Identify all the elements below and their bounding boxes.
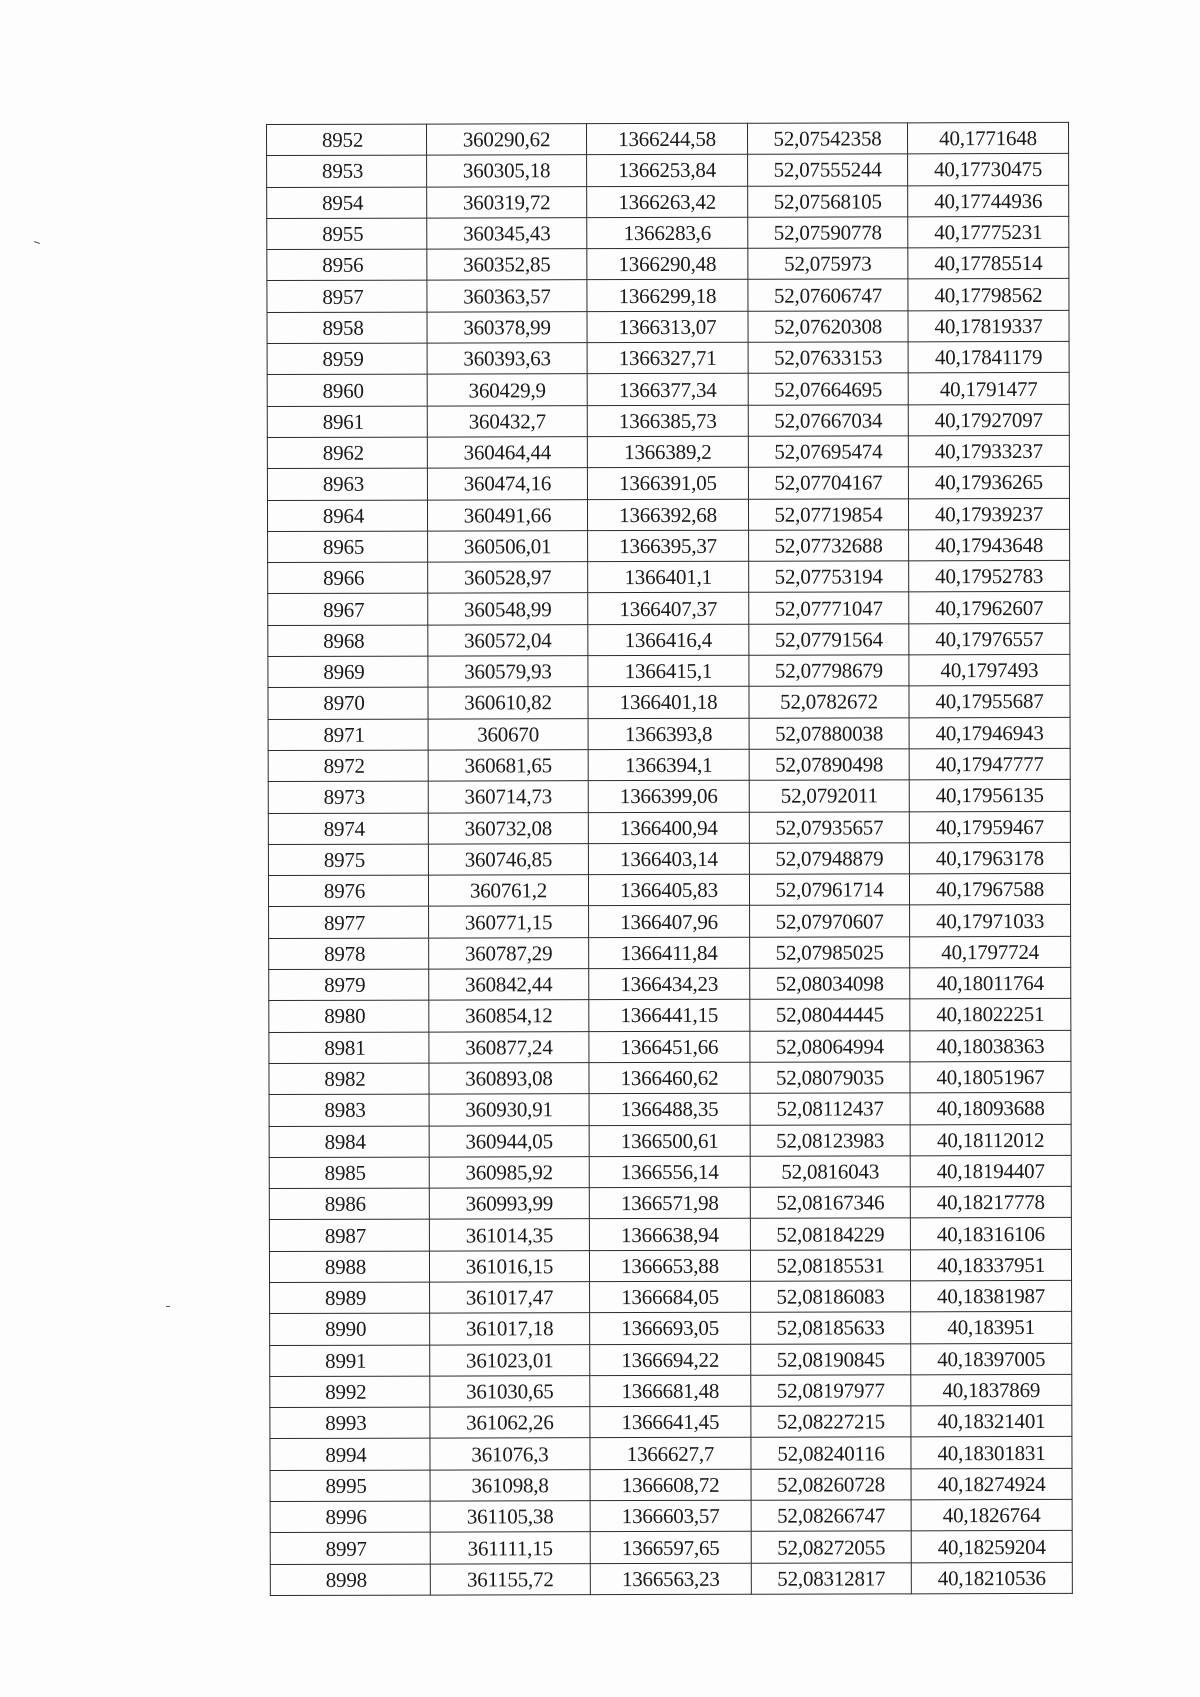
table-row	[268, 874, 1070, 907]
table-row	[267, 310, 1069, 343]
table-row	[267, 185, 1069, 218]
longitude-cell: 40,17939237	[908, 498, 1069, 530]
longitude-cell: 40,18301831	[911, 1437, 1072, 1469]
x-coordinate-cell: 360771,15	[429, 906, 589, 938]
longitude-cell: 40,1771648	[907, 122, 1068, 154]
x-coordinate-cell: 360572,04	[428, 624, 588, 656]
longitude-cell: 40,17971033	[910, 905, 1071, 937]
scan-speck-bottom	[166, 1306, 170, 1307]
point-number-cell: 8970	[268, 687, 428, 719]
point-number-cell: 8987	[269, 1219, 429, 1251]
point-number-cell: 8972	[268, 750, 428, 782]
x-coordinate-cell: 360842,44	[429, 969, 589, 1001]
y-coordinate-cell: 1366416,4	[588, 624, 749, 656]
y-coordinate-cell: 1366638,94	[589, 1219, 750, 1251]
table-row	[268, 529, 1070, 562]
y-coordinate-cell: 1366684,05	[590, 1281, 751, 1313]
y-coordinate-cell: 1366399,06	[588, 780, 749, 812]
y-coordinate-cell: 1366283,6	[587, 217, 748, 249]
y-coordinate-cell: 1366597,65	[590, 1532, 751, 1564]
longitude-cell: 40,17946943	[909, 717, 1070, 749]
y-coordinate-cell: 1366405,83	[588, 874, 749, 906]
latitude-cell: 52,07791564	[749, 624, 909, 656]
x-coordinate-cell: 361017,47	[430, 1282, 590, 1314]
x-coordinate-cell: 360345,43	[427, 218, 587, 250]
y-coordinate-cell: 1366571,98	[589, 1187, 750, 1219]
y-coordinate-cell: 1366385,73	[587, 405, 748, 437]
table-row	[267, 341, 1069, 374]
point-number-cell: 8962	[267, 437, 427, 469]
table-row	[270, 1531, 1072, 1564]
x-coordinate-cell: 361105,38	[430, 1501, 590, 1533]
table-row	[269, 1061, 1071, 1094]
latitude-cell: 52,08167346	[750, 1187, 910, 1219]
point-number-cell: 8958	[267, 312, 427, 344]
table-row	[267, 404, 1069, 437]
point-number-cell: 8992	[270, 1376, 430, 1408]
point-number-cell: 8955	[267, 218, 427, 250]
x-coordinate-cell: 360761,2	[428, 875, 588, 907]
y-coordinate-cell: 1366327,71	[587, 342, 748, 374]
longitude-cell: 40,17933237	[908, 435, 1069, 467]
latitude-cell: 52,07753194	[749, 561, 909, 593]
y-coordinate-cell: 1366563,23	[590, 1563, 751, 1595]
point-number-cell: 8979	[269, 969, 429, 1001]
longitude-cell: 40,18217778	[910, 1186, 1071, 1218]
x-coordinate-cell: 360877,24	[429, 1031, 589, 1063]
y-coordinate-cell: 1366401,1	[588, 561, 749, 593]
x-coordinate-cell: 361023,01	[430, 1344, 590, 1376]
coordinates-table	[266, 122, 1073, 1596]
x-coordinate-cell: 360474,16	[427, 468, 587, 500]
point-number-cell: 8983	[269, 1094, 429, 1126]
y-coordinate-cell: 1366389,2	[587, 436, 748, 468]
longitude-cell: 40,17841179	[908, 341, 1069, 373]
y-coordinate-cell: 1366400,94	[588, 812, 749, 844]
latitude-cell: 52,07935657	[749, 811, 909, 843]
latitude-cell: 52,07890498	[749, 749, 909, 781]
latitude-cell: 52,07719854	[748, 498, 908, 530]
table-row	[268, 561, 1070, 594]
point-number-cell: 8997	[270, 1532, 430, 1564]
longitude-cell: 40,18011764	[910, 967, 1071, 999]
table-row	[269, 936, 1071, 969]
point-number-cell: 8993	[270, 1407, 430, 1439]
table-row	[270, 1437, 1072, 1470]
table-row	[267, 216, 1069, 249]
x-coordinate-cell: 360610,82	[428, 687, 588, 719]
y-coordinate-cell: 1366244,58	[587, 123, 748, 155]
latitude-cell: 52,07695474	[748, 436, 908, 468]
latitude-cell: 52,07590778	[748, 217, 908, 249]
table-row	[269, 1249, 1071, 1282]
latitude-cell: 52,08112437	[750, 1093, 910, 1125]
x-coordinate-cell: 360363,57	[427, 280, 587, 312]
point-number-cell: 8956	[267, 249, 427, 281]
longitude-cell: 40,18038363	[910, 1030, 1071, 1062]
y-coordinate-cell: 1366391,05	[587, 468, 748, 500]
longitude-cell: 40,1826764	[911, 1499, 1072, 1531]
longitude-cell: 40,18274924	[911, 1468, 1072, 1500]
point-number-cell: 8982	[269, 1063, 429, 1095]
y-coordinate-cell: 1366395,37	[588, 530, 749, 562]
x-coordinate-cell: 360714,73	[428, 781, 588, 813]
point-number-cell: 8954	[267, 187, 427, 219]
longitude-cell: 40,18022251	[910, 999, 1071, 1031]
x-coordinate-cell: 360491,66	[427, 499, 587, 531]
x-coordinate-cell: 360670	[428, 718, 588, 750]
x-coordinate-cell: 360893,08	[429, 1063, 589, 1095]
latitude-cell: 52,07542358	[747, 123, 907, 155]
longitude-cell: 40,17798562	[908, 279, 1069, 311]
point-number-cell: 8986	[269, 1188, 429, 1220]
longitude-cell: 40,17775231	[908, 216, 1069, 248]
x-coordinate-cell: 360548,99	[428, 593, 588, 625]
x-coordinate-cell: 360290,62	[427, 124, 587, 156]
latitude-cell: 52,07555244	[748, 154, 908, 186]
point-number-cell: 8967	[268, 594, 428, 626]
x-coordinate-cell: 360305,18	[427, 155, 587, 187]
table-row	[267, 467, 1069, 500]
latitude-cell: 52,07771047	[749, 592, 909, 624]
y-coordinate-cell: 1366377,34	[587, 374, 748, 406]
point-number-cell: 8959	[267, 343, 427, 375]
point-number-cell: 8960	[267, 374, 427, 406]
y-coordinate-cell: 1366441,15	[589, 1000, 750, 1032]
longitude-cell: 40,18259204	[911, 1531, 1072, 1563]
latitude-cell: 52,08240116	[751, 1437, 911, 1469]
longitude-cell: 40,17955687	[909, 686, 1070, 718]
table-row	[270, 1374, 1072, 1407]
y-coordinate-cell: 1366299,18	[587, 280, 748, 312]
latitude-cell: 52,07732688	[749, 530, 909, 562]
longitude-cell: 40,18093688	[910, 1093, 1071, 1125]
table-row	[267, 373, 1069, 406]
x-coordinate-cell: 360352,85	[427, 249, 587, 281]
point-number-cell: 8964	[267, 500, 427, 532]
x-coordinate-cell: 360681,65	[428, 750, 588, 782]
latitude-cell: 52,08312817	[751, 1562, 911, 1594]
longitude-cell: 40,17943648	[909, 529, 1070, 561]
longitude-cell: 40,17959467	[909, 811, 1070, 843]
latitude-cell: 52,08185633	[751, 1312, 911, 1344]
point-number-cell: 8957	[267, 281, 427, 313]
longitude-cell: 40,17947777	[909, 748, 1070, 780]
latitude-cell: 52,08184229	[750, 1218, 910, 1250]
x-coordinate-cell: 361062,26	[430, 1407, 590, 1439]
point-number-cell: 8961	[267, 406, 427, 438]
longitude-cell: 40,17976557	[909, 623, 1070, 655]
longitude-cell: 40,17819337	[908, 310, 1069, 342]
x-coordinate-cell: 360432,7	[427, 405, 587, 437]
table-row	[267, 122, 1069, 155]
x-coordinate-cell: 360746,85	[428, 843, 588, 875]
point-number-cell: 8952	[267, 124, 427, 156]
x-coordinate-cell: 360319,72	[427, 186, 587, 218]
point-number-cell: 8969	[268, 656, 428, 688]
longitude-cell: 40,17952783	[909, 561, 1070, 593]
table-row	[268, 748, 1070, 781]
x-coordinate-cell: 361111,15	[430, 1532, 590, 1564]
latitude-cell: 52,07606747	[748, 279, 908, 311]
y-coordinate-cell: 1366401,18	[588, 687, 749, 719]
point-number-cell: 8991	[270, 1345, 430, 1377]
table-row	[269, 1155, 1071, 1188]
table-row	[269, 905, 1071, 938]
y-coordinate-cell: 1366392,68	[587, 499, 748, 531]
point-number-cell: 8990	[270, 1313, 430, 1345]
x-coordinate-cell: 360393,63	[427, 343, 587, 375]
longitude-cell: 40,17785514	[908, 248, 1069, 280]
y-coordinate-cell: 1366451,66	[589, 1031, 750, 1063]
table-row	[268, 592, 1070, 625]
latitude-cell: 52,08190845	[751, 1343, 911, 1375]
table-row	[268, 623, 1070, 656]
y-coordinate-cell: 1366693,05	[590, 1313, 751, 1345]
longitude-cell: 40,17967588	[909, 874, 1070, 906]
latitude-cell: 52,08186083	[751, 1281, 911, 1313]
scan-speck-left	[34, 241, 40, 244]
x-coordinate-cell: 360732,08	[428, 812, 588, 844]
longitude-cell: 40,18210536	[911, 1562, 1072, 1594]
longitude-cell: 40,183951	[911, 1312, 1072, 1344]
latitude-cell: 52,08260728	[751, 1469, 911, 1501]
point-number-cell: 8978	[269, 938, 429, 970]
latitude-cell: 52,07664695	[748, 373, 908, 405]
y-coordinate-cell: 1366603,57	[590, 1500, 751, 1532]
point-number-cell: 8980	[269, 1000, 429, 1032]
table-row	[268, 842, 1070, 875]
table-row	[268, 686, 1070, 719]
table-row	[268, 811, 1070, 844]
latitude-cell: 52,0792011	[749, 780, 909, 812]
latitude-cell: 52,07798679	[749, 655, 909, 687]
y-coordinate-cell: 1366500,61	[589, 1125, 750, 1157]
table-row	[269, 1030, 1071, 1063]
point-number-cell: 8996	[270, 1501, 430, 1533]
longitude-cell: 40,18194407	[910, 1155, 1071, 1187]
longitude-cell: 40,18381987	[911, 1280, 1072, 1312]
point-number-cell: 8981	[269, 1032, 429, 1064]
longitude-cell: 40,1837869	[911, 1374, 1072, 1406]
point-number-cell: 8995	[270, 1470, 430, 1502]
table-row	[270, 1280, 1072, 1313]
x-coordinate-cell: 360579,93	[428, 656, 588, 688]
x-coordinate-cell: 361014,35	[429, 1219, 589, 1251]
latitude-cell: 52,08034098	[750, 968, 910, 1000]
point-number-cell: 8988	[269, 1251, 429, 1283]
latitude-cell: 52,07620308	[748, 311, 908, 343]
y-coordinate-cell: 1366627,7	[590, 1438, 751, 1470]
y-coordinate-cell: 1366681,48	[590, 1375, 751, 1407]
longitude-cell: 40,18112012	[910, 1124, 1071, 1156]
longitude-cell: 40,17744936	[908, 185, 1069, 217]
y-coordinate-cell: 1366313,07	[587, 311, 748, 343]
latitude-cell: 52,08123983	[750, 1124, 910, 1156]
latitude-cell: 52,08044445	[750, 999, 910, 1031]
latitude-cell: 52,08266747	[751, 1500, 911, 1532]
y-coordinate-cell: 1366290,48	[587, 248, 748, 280]
longitude-cell: 40,17936265	[908, 467, 1069, 499]
point-number-cell: 8966	[268, 562, 428, 594]
x-coordinate-cell: 360944,05	[429, 1125, 589, 1157]
table-row	[270, 1312, 1072, 1345]
table-row	[267, 279, 1069, 312]
table-row	[267, 248, 1069, 281]
x-coordinate-cell: 361016,15	[429, 1250, 589, 1282]
x-coordinate-cell: 360429,9	[427, 374, 587, 406]
table-row	[269, 967, 1071, 1000]
table-row	[269, 999, 1071, 1032]
point-number-cell: 8985	[269, 1157, 429, 1189]
latitude-cell: 52,07704167	[748, 467, 908, 499]
point-number-cell: 8977	[269, 906, 429, 938]
point-number-cell: 8965	[268, 531, 428, 563]
x-coordinate-cell: 360506,01	[428, 531, 588, 563]
longitude-cell: 40,17927097	[908, 404, 1069, 436]
table-row	[268, 717, 1070, 750]
table-row	[269, 1124, 1071, 1157]
x-coordinate-cell: 360854,12	[429, 1000, 589, 1032]
latitude-cell: 52,0816043	[750, 1156, 910, 1188]
latitude-cell: 52,075973	[748, 248, 908, 280]
longitude-cell: 40,1791477	[908, 373, 1069, 405]
longitude-cell: 40,1797724	[910, 936, 1071, 968]
y-coordinate-cell: 1366407,96	[589, 906, 750, 938]
y-coordinate-cell: 1366407,37	[588, 593, 749, 625]
y-coordinate-cell: 1366263,42	[587, 186, 748, 218]
y-coordinate-cell: 1366434,23	[589, 968, 750, 1000]
table-row	[269, 1218, 1071, 1251]
point-number-cell: 8974	[268, 813, 428, 845]
longitude-cell: 40,17962607	[909, 592, 1070, 624]
y-coordinate-cell: 1366488,35	[589, 1093, 750, 1125]
x-coordinate-cell: 361017,18	[430, 1313, 590, 1345]
longitude-cell: 40,1797493	[909, 654, 1070, 686]
y-coordinate-cell: 1366460,62	[589, 1062, 750, 1094]
latitude-cell: 52,07985025	[750, 937, 910, 969]
latitude-cell: 52,08185531	[750, 1250, 910, 1282]
latitude-cell: 52,08197977	[751, 1375, 911, 1407]
latitude-cell: 52,07961714	[749, 874, 909, 906]
latitude-cell: 52,07633153	[748, 342, 908, 374]
point-number-cell: 8994	[270, 1439, 430, 1471]
longitude-cell: 40,17956135	[909, 780, 1070, 812]
point-number-cell: 8998	[270, 1564, 430, 1596]
y-coordinate-cell: 1366403,14	[588, 843, 749, 875]
y-coordinate-cell: 1366641,45	[590, 1406, 751, 1438]
x-coordinate-cell: 360378,99	[427, 311, 587, 343]
point-number-cell: 8971	[268, 719, 428, 751]
point-number-cell: 8975	[268, 844, 428, 876]
y-coordinate-cell: 1366394,1	[588, 749, 749, 781]
table-row	[267, 498, 1069, 531]
x-coordinate-cell: 361098,8	[430, 1469, 590, 1501]
latitude-cell: 52,08272055	[751, 1531, 911, 1563]
table-row	[270, 1499, 1072, 1532]
latitude-cell: 52,07970607	[750, 905, 910, 937]
x-coordinate-cell: 360464,44	[427, 437, 587, 469]
x-coordinate-cell: 360528,97	[428, 562, 588, 594]
x-coordinate-cell: 361155,72	[430, 1563, 590, 1595]
point-number-cell: 8953	[267, 155, 427, 187]
point-number-cell: 8963	[267, 468, 427, 500]
point-number-cell: 8989	[270, 1282, 430, 1314]
longitude-cell: 40,18051967	[910, 1061, 1071, 1093]
table-row	[270, 1562, 1072, 1595]
y-coordinate-cell: 1366415,1	[588, 655, 749, 687]
coordinates-table-body	[267, 122, 1073, 1595]
x-coordinate-cell: 361030,65	[430, 1376, 590, 1408]
point-number-cell: 8973	[268, 781, 428, 813]
point-number-cell: 8976	[268, 875, 428, 907]
longitude-cell: 40,17963178	[909, 842, 1070, 874]
latitude-cell: 52,0782672	[749, 686, 909, 718]
table-row	[268, 780, 1070, 813]
longitude-cell: 40,18316106	[910, 1218, 1071, 1250]
y-coordinate-cell: 1366608,72	[590, 1469, 751, 1501]
longitude-cell: 40,18337951	[910, 1249, 1071, 1281]
y-coordinate-cell: 1366653,88	[589, 1250, 750, 1282]
x-coordinate-cell: 360993,99	[429, 1188, 589, 1220]
latitude-cell: 52,07568105	[748, 185, 908, 217]
latitude-cell: 52,08079035	[750, 1062, 910, 1094]
table-row	[270, 1343, 1072, 1376]
table-row	[270, 1468, 1072, 1501]
y-coordinate-cell: 1366411,84	[589, 937, 750, 969]
latitude-cell: 52,08227215	[751, 1406, 911, 1438]
table-row	[267, 435, 1069, 468]
table-row	[270, 1406, 1072, 1439]
latitude-cell: 52,07880038	[749, 717, 909, 749]
x-coordinate-cell: 360787,29	[429, 937, 589, 969]
latitude-cell: 52,07948879	[749, 843, 909, 875]
x-coordinate-cell: 360985,92	[429, 1156, 589, 1188]
table-row	[268, 654, 1070, 687]
latitude-cell: 52,07667034	[748, 404, 908, 436]
y-coordinate-cell: 1366694,22	[590, 1344, 751, 1376]
y-coordinate-cell: 1366393,8	[588, 718, 749, 750]
longitude-cell: 40,18321401	[911, 1406, 1072, 1438]
y-coordinate-cell: 1366556,14	[589, 1156, 750, 1188]
point-number-cell: 8984	[269, 1126, 429, 1158]
latitude-cell: 52,08064994	[750, 1030, 910, 1062]
table-row	[269, 1186, 1071, 1219]
table-row	[269, 1093, 1071, 1126]
y-coordinate-cell: 1366253,84	[587, 155, 748, 187]
longitude-cell: 40,18397005	[911, 1343, 1072, 1375]
x-coordinate-cell: 361076,3	[430, 1438, 590, 1470]
longitude-cell: 40,17730475	[908, 154, 1069, 186]
table-row	[267, 154, 1069, 187]
point-number-cell: 8968	[268, 625, 428, 657]
x-coordinate-cell: 360930,91	[429, 1094, 589, 1126]
